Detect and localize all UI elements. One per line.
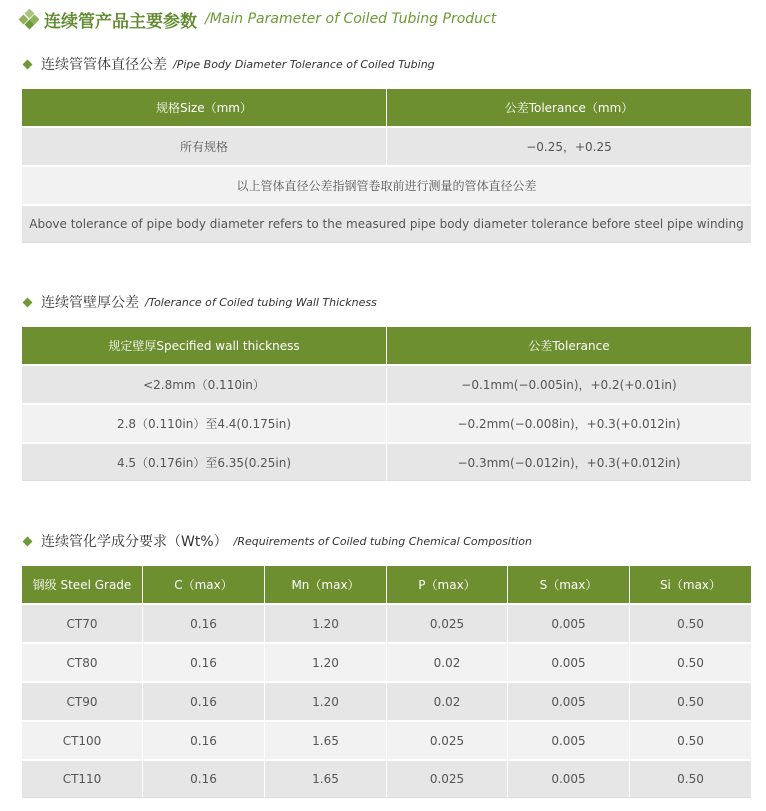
section-title-zh: 连续管管体直径公差 [41,57,167,73]
cell-tolerance: −0.3mm(−0.012in)，+0.3(+0.012in) [387,442,751,481]
table-header-row [22,89,751,126]
cell-p: 0.025 [387,720,508,759]
wall-thickness-table [22,327,751,481]
note-row-zh [22,165,751,204]
diamond-bullet-icon [23,536,33,546]
cell-thickness: 4.5（0.176in）至6.35(0.25in) [22,442,387,481]
header-tolerance: 公差Tolerance（mm） [387,89,751,126]
cell-thickness: <2.8mm（0.110in） [22,364,387,403]
table-row [22,759,751,798]
cell-c: 0.16 [143,720,265,759]
cell-size: 所有规格 [22,126,387,165]
cell-s: 0.005 [508,642,630,681]
header-p: P（max） [387,566,508,603]
cell-p: 0.025 [387,759,508,798]
table-row [22,720,751,759]
cell-s: 0.005 [508,759,630,798]
cell-grade: CT70 [22,603,143,642]
table-row [22,403,751,442]
diameter-tolerance-table [22,89,751,243]
cell-grade: CT100 [22,720,143,759]
header-tolerance: 公差Tolerance [387,327,751,364]
section-title-chemical [22,531,532,551]
diamond-bullet-icon [23,59,33,69]
table-row [22,364,751,403]
header-c: C（max） [143,566,265,603]
note-en: Above tolerance of pipe body diameter refers to the measured pipe body diameter tolerance before steel pipe winding [22,204,751,243]
cell-p: 0.02 [387,642,508,681]
cell-s: 0.005 [508,681,630,720]
cell-grade: CT80 [22,642,143,681]
header-specified-thickness: 规定壁厚Specified wall thickness [22,327,387,364]
table-row [22,603,751,642]
table-row [22,442,751,481]
cell-si: 0.50 [630,681,751,720]
diamond-bullet-icon [23,297,33,307]
table-row [22,681,751,720]
cell-s: 0.005 [508,603,630,642]
header-si: Si（max） [630,566,751,603]
cell-c: 0.16 [143,603,265,642]
note-row-en [22,204,751,243]
main-title [20,6,496,32]
cell-mn: 1.20 [265,681,387,720]
cell-thickness: 2.8（0.110in）至4.4(0.175in) [22,403,387,442]
cell-mn: 1.20 [265,603,387,642]
cell-tolerance: −0.1mm(−0.005in)，+0.2(+0.01in) [387,364,751,403]
header-s: S（max） [508,566,630,603]
section-title-en: /Requirements of Coiled tubing Chemical Composition [233,534,532,548]
cell-mn: 1.20 [265,642,387,681]
main-title-en: /Main Parameter of Coiled Tubing Product [205,11,497,27]
header-mn: Mn（max） [265,566,387,603]
cell-p: 0.02 [387,681,508,720]
cell-si: 0.50 [630,603,751,642]
note-zh: 以上管体直径公差指钢管卷取前进行测量的管体直径公差 [22,165,751,204]
main-title-zh: 连续管产品主要参数 [44,11,197,32]
diamond-cluster-icon [20,10,38,28]
section-title-en: /Tolerance of Coiled tubing Wall Thickness [145,295,377,309]
cell-mn: 1.65 [265,759,387,798]
section-title-zh: 连续管壁厚公差 [41,295,139,311]
cell-c: 0.16 [143,759,265,798]
table-row [22,126,751,165]
table-row [22,642,751,681]
section-title-wall-thickness [22,292,377,312]
cell-si: 0.50 [630,720,751,759]
cell-grade: CT90 [22,681,143,720]
cell-mn: 1.65 [265,720,387,759]
cell-grade: CT110 [22,759,143,798]
section-title-en: /Pipe Body Diameter Tolerance of Coiled Tubing [173,57,435,71]
table-header-row [22,566,751,603]
section-title-zh: 连续管化学成分要求（Wt%） [41,534,228,550]
cell-si: 0.50 [630,759,751,798]
cell-tolerance: −0.2mm(−0.008in)，+0.3(+0.012in) [387,403,751,442]
cell-c: 0.16 [143,642,265,681]
cell-si: 0.50 [630,642,751,681]
header-size: 规格Size（mm） [22,89,387,126]
cell-tolerance: −0.25，+0.25 [387,126,751,165]
section-title-diameter [22,54,435,74]
cell-p: 0.025 [387,603,508,642]
cell-c: 0.16 [143,681,265,720]
header-steel-grade: 钢级 Steel Grade [22,566,143,603]
cell-s: 0.005 [508,720,630,759]
chemical-composition-table [22,566,751,798]
table-header-row [22,327,751,364]
